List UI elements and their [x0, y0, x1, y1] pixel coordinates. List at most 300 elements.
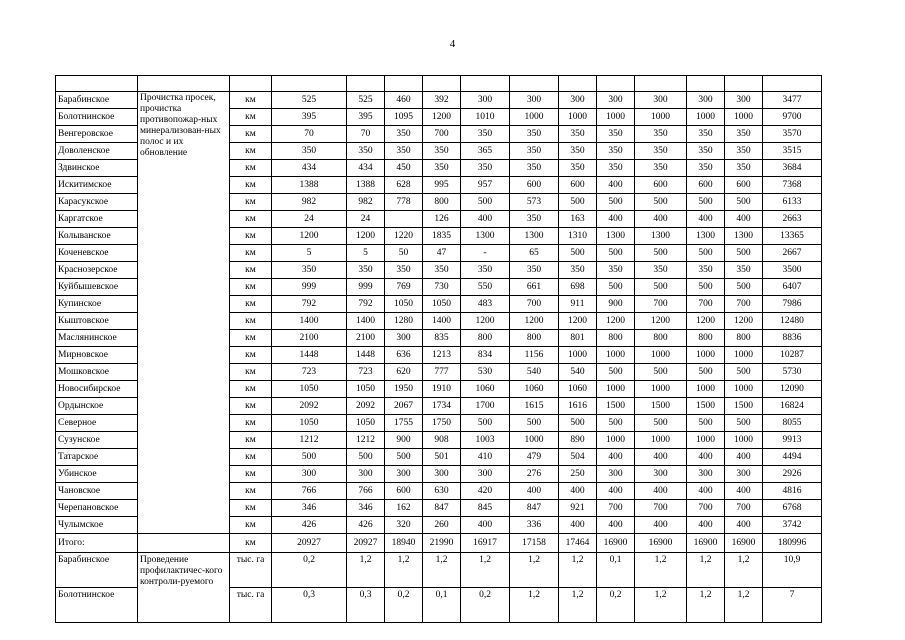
- value-cell: 300: [272, 466, 347, 483]
- value-cell: 350: [687, 262, 725, 279]
- value-cell: 500: [687, 279, 725, 296]
- value-cell: 350: [559, 143, 597, 160]
- value-cell: 500: [510, 415, 559, 432]
- value-cell: 800: [597, 330, 635, 347]
- value-cell: 163: [559, 211, 597, 228]
- value-cell: 1200: [510, 313, 559, 330]
- value-cell: 350: [510, 211, 559, 228]
- value-cell: 400: [725, 483, 763, 500]
- value-cell: 50: [385, 245, 423, 262]
- total-label: Итого:: [56, 534, 138, 553]
- district-cell: Болотнинское: [56, 109, 138, 126]
- value-cell: 2067: [385, 398, 423, 415]
- value-cell: 70: [347, 126, 385, 143]
- value-cell: 400: [687, 517, 725, 534]
- value-cell: 65: [510, 245, 559, 262]
- district-cell: Мирновское: [56, 347, 138, 364]
- value-cell: 1,2: [687, 588, 725, 623]
- total-value-cell: 16917: [461, 534, 510, 553]
- district-cell: Татарское: [56, 449, 138, 466]
- value-cell: 1400: [423, 313, 461, 330]
- value-cell: 400: [725, 211, 763, 228]
- value-cell: 1300: [635, 228, 687, 245]
- value-cell: 550: [461, 279, 510, 296]
- value-cell: 1000: [597, 109, 635, 126]
- district-cell: Карасукское: [56, 194, 138, 211]
- value-cell: 1,2: [461, 553, 510, 588]
- value-cell: 1616: [559, 398, 597, 415]
- value-cell: 260: [423, 517, 461, 534]
- unit-cell: км: [230, 245, 272, 262]
- value-cell: 1200: [559, 313, 597, 330]
- value-cell: 730: [423, 279, 461, 296]
- value-cell: 350: [461, 160, 510, 177]
- value-cell: 1000: [635, 347, 687, 364]
- value-cell: 1200: [347, 228, 385, 245]
- value-cell: 1000: [687, 347, 725, 364]
- value-cell: 1000: [725, 432, 763, 449]
- value-cell: 300: [635, 466, 687, 483]
- district-cell: Каргатское: [56, 211, 138, 228]
- value-cell: 350: [385, 143, 423, 160]
- unit-cell: км: [230, 228, 272, 245]
- value-cell: 1310: [559, 228, 597, 245]
- value-cell: 350: [461, 126, 510, 143]
- value-cell: 0,1: [597, 553, 635, 588]
- district-cell: Чановское: [56, 483, 138, 500]
- value-cell: 1500: [687, 398, 725, 415]
- value-cell: 700: [597, 500, 635, 517]
- value-cell: 1950: [385, 381, 423, 398]
- value-cell: 350: [687, 160, 725, 177]
- value-cell: 723: [272, 364, 347, 381]
- value-cell: 460: [385, 92, 423, 109]
- value-cell: 350: [725, 143, 763, 160]
- value-cell: 1388: [272, 177, 347, 194]
- value-cell: 769: [385, 279, 423, 296]
- value-cell: 10,9: [763, 553, 822, 588]
- value-cell: 300: [510, 92, 559, 109]
- value-cell: 2092: [347, 398, 385, 415]
- value-cell: 10287: [763, 347, 822, 364]
- value-cell: 300: [559, 92, 597, 109]
- activity-cell: Проведение профилактичес-кого контроли-руемого: [138, 553, 230, 623]
- value-cell: 723: [347, 364, 385, 381]
- value-cell: 1000: [725, 109, 763, 126]
- value-cell: 1010: [461, 109, 510, 126]
- value-cell: 1500: [635, 398, 687, 415]
- value-cell: 890: [559, 432, 597, 449]
- unit-cell: км: [230, 517, 272, 534]
- value-cell: 5730: [763, 364, 822, 381]
- value-cell: 999: [347, 279, 385, 296]
- value-cell: 1000: [510, 432, 559, 449]
- value-cell: 982: [347, 194, 385, 211]
- value-cell: 540: [510, 364, 559, 381]
- district-cell: Черепановское: [56, 500, 138, 517]
- value-cell: 400: [687, 483, 725, 500]
- value-cell: 1200: [725, 313, 763, 330]
- value-cell: 600: [725, 177, 763, 194]
- value-cell: 1000: [725, 381, 763, 398]
- value-cell: 1910: [423, 381, 461, 398]
- value-cell: 1,2: [687, 553, 725, 588]
- value-cell: 800: [423, 194, 461, 211]
- value-cell: 300: [385, 330, 423, 347]
- value-cell: 350: [635, 126, 687, 143]
- value-cell: 1300: [725, 228, 763, 245]
- value-cell: 336: [510, 517, 559, 534]
- value-cell: 500: [635, 245, 687, 262]
- value-cell: 350: [347, 262, 385, 279]
- value-cell: 350: [385, 262, 423, 279]
- value-cell: 1000: [559, 109, 597, 126]
- value-cell: 630: [423, 483, 461, 500]
- unit-cell: тыс. га: [230, 588, 272, 623]
- value-cell: 0,2: [272, 553, 347, 588]
- value-cell: 1,2: [635, 553, 687, 588]
- value-cell: 350: [635, 262, 687, 279]
- value-cell: 1755: [385, 415, 423, 432]
- value-cell: 800: [635, 330, 687, 347]
- value-cell: 8055: [763, 415, 822, 432]
- value-cell: 500: [635, 194, 687, 211]
- district-cell: Болотнинское: [56, 588, 138, 623]
- value-cell: 1000: [597, 347, 635, 364]
- value-cell: 1156: [510, 347, 559, 364]
- value-cell: 500: [635, 364, 687, 381]
- value-cell: 1300: [597, 228, 635, 245]
- total-value-cell: 17464: [559, 534, 597, 553]
- activity-cell: Прочистка просек, прочистка противопожар-ных минерализован-ных полос и их обновление: [138, 92, 230, 534]
- value-cell: 500: [559, 194, 597, 211]
- value-cell: 1,2: [725, 588, 763, 623]
- value-cell: 400: [510, 483, 559, 500]
- value-cell: 1,2: [635, 588, 687, 623]
- value-cell: 2667: [763, 245, 822, 262]
- value-cell: 400: [687, 449, 725, 466]
- value-cell: 400: [725, 517, 763, 534]
- value-cell: 540: [559, 364, 597, 381]
- value-cell: 628: [385, 177, 423, 194]
- value-cell: 1200: [687, 313, 725, 330]
- value-cell: 1000: [635, 109, 687, 126]
- unit-cell: км: [230, 500, 272, 517]
- district-cell: Ордынское: [56, 398, 138, 415]
- value-cell: 300: [635, 92, 687, 109]
- unit-cell: км: [230, 347, 272, 364]
- value-cell: 0,2: [597, 588, 635, 623]
- value-cell: 5: [347, 245, 385, 262]
- value-cell: 1095: [385, 109, 423, 126]
- value-cell: 600: [510, 177, 559, 194]
- value-cell: 500: [687, 364, 725, 381]
- value-cell: 4494: [763, 449, 822, 466]
- value-cell: 900: [385, 432, 423, 449]
- value-cell: 350: [635, 160, 687, 177]
- value-cell: 1200: [461, 313, 510, 330]
- value-cell: 1,2: [559, 588, 597, 623]
- value-cell: 350: [272, 143, 347, 160]
- district-cell: Чулымское: [56, 517, 138, 534]
- unit-cell: км: [230, 466, 272, 483]
- value-cell: 500: [725, 245, 763, 262]
- value-cell: 766: [272, 483, 347, 500]
- total-value-cell: 17158: [510, 534, 559, 553]
- value-cell: 700: [725, 500, 763, 517]
- value-cell: 620: [385, 364, 423, 381]
- value-cell: 350: [423, 262, 461, 279]
- value-cell: 1212: [347, 432, 385, 449]
- value-cell: 500: [461, 415, 510, 432]
- value-cell: 300: [687, 92, 725, 109]
- value-cell: 400: [597, 483, 635, 500]
- value-cell: 1615: [510, 398, 559, 415]
- value-cell: 835: [423, 330, 461, 347]
- value-cell: 350: [597, 262, 635, 279]
- value-cell: 350: [725, 126, 763, 143]
- value-cell: 500: [725, 415, 763, 432]
- value-cell: 500: [597, 415, 635, 432]
- value-cell: 847: [510, 500, 559, 517]
- district-cell: Убинское: [56, 466, 138, 483]
- value-cell: 9913: [763, 432, 822, 449]
- value-cell: 500: [597, 364, 635, 381]
- value-cell: 400: [461, 211, 510, 228]
- table-row: [56, 92, 822, 109]
- unit-cell: км: [230, 483, 272, 500]
- value-cell: 600: [687, 177, 725, 194]
- district-cell: Маслянинское: [56, 330, 138, 347]
- value-cell: 1200: [635, 313, 687, 330]
- value-cell: 1448: [347, 347, 385, 364]
- value-cell: 400: [559, 517, 597, 534]
- value-cell: 300: [461, 466, 510, 483]
- value-cell: 500: [635, 279, 687, 296]
- value-cell: 300: [725, 92, 763, 109]
- value-cell: 700: [635, 296, 687, 313]
- total-value-cell: 18940: [385, 534, 423, 553]
- value-cell: 1,2: [510, 553, 559, 588]
- value-cell: 700: [687, 296, 725, 313]
- value-cell: 500: [725, 364, 763, 381]
- page-number: 4: [449, 38, 456, 50]
- value-cell: 2092: [272, 398, 347, 415]
- value-cell: 698: [559, 279, 597, 296]
- value-cell: 400: [635, 483, 687, 500]
- value-cell: 900: [597, 296, 635, 313]
- value-cell: 1000: [597, 381, 635, 398]
- unit-cell: км: [230, 330, 272, 347]
- value-cell: 500: [725, 194, 763, 211]
- district-cell: Северное: [56, 415, 138, 432]
- value-cell: 1000: [597, 432, 635, 449]
- unit-cell: км: [230, 194, 272, 211]
- value-cell: 12090: [763, 381, 822, 398]
- value-cell: 504: [559, 449, 597, 466]
- value-cell: 500: [272, 449, 347, 466]
- value-cell: 365: [461, 143, 510, 160]
- value-cell: 162: [385, 500, 423, 517]
- value-cell: 300: [725, 466, 763, 483]
- value-cell: 1500: [597, 398, 635, 415]
- value-cell: 792: [272, 296, 347, 313]
- value-cell: 420: [461, 483, 510, 500]
- total-value-cell: 16900: [687, 534, 725, 553]
- total-value-cell: 21990: [423, 534, 461, 553]
- value-cell: 346: [272, 500, 347, 517]
- value-cell: 2100: [272, 330, 347, 347]
- total-value-cell: 20927: [347, 534, 385, 553]
- value-cell: 1734: [423, 398, 461, 415]
- value-cell: 3684: [763, 160, 822, 177]
- total-activity-cell: [138, 534, 230, 553]
- unit-cell: км: [230, 398, 272, 415]
- value-cell: 350: [559, 126, 597, 143]
- value-cell: 1200: [272, 228, 347, 245]
- value-cell: 3742: [763, 517, 822, 534]
- value-cell: 350: [510, 126, 559, 143]
- value-cell: 6407: [763, 279, 822, 296]
- value-cell: 1060: [559, 381, 597, 398]
- value-cell: 525: [347, 92, 385, 109]
- value-cell: 1,2: [423, 553, 461, 588]
- district-cell: Барабинское: [56, 92, 138, 109]
- value-cell: 1060: [461, 381, 510, 398]
- value-cell: 6768: [763, 500, 822, 517]
- value-cell: 982: [272, 194, 347, 211]
- value-cell: 1000: [687, 381, 725, 398]
- district-cell: Сузунское: [56, 432, 138, 449]
- value-cell: 500: [597, 194, 635, 211]
- value-cell: 47: [423, 245, 461, 262]
- district-cell: Кыштовское: [56, 313, 138, 330]
- district-cell: Венгеровское: [56, 126, 138, 143]
- value-cell: 2663: [763, 211, 822, 228]
- value-cell: 1050: [272, 381, 347, 398]
- value-cell: 800: [461, 330, 510, 347]
- value-cell: 300: [461, 92, 510, 109]
- value-cell: 921: [559, 500, 597, 517]
- unit-cell: км: [230, 415, 272, 432]
- value-cell: 1750: [423, 415, 461, 432]
- value-cell: 1,2: [385, 553, 423, 588]
- value-cell: 1003: [461, 432, 510, 449]
- value-cell: 500: [597, 245, 635, 262]
- value-cell: 1200: [597, 313, 635, 330]
- value-cell: 400: [597, 177, 635, 194]
- value-cell: 350: [687, 143, 725, 160]
- value-cell: 350: [423, 143, 461, 160]
- value-cell: 500: [687, 415, 725, 432]
- value-cell: 0,3: [347, 588, 385, 623]
- value-cell: 300: [687, 466, 725, 483]
- value-cell: 395: [347, 109, 385, 126]
- value-cell: 0,2: [385, 588, 423, 623]
- district-cell: Краснозерское: [56, 262, 138, 279]
- value-cell: 1050: [347, 381, 385, 398]
- district-cell: Барабинское: [56, 553, 138, 588]
- value-cell: 392: [423, 92, 461, 109]
- value-cell: 1050: [272, 415, 347, 432]
- value-cell: 0,3: [272, 588, 347, 623]
- value-cell: 350: [725, 262, 763, 279]
- total-value-cell: 20927: [272, 534, 347, 553]
- value-cell: 800: [510, 330, 559, 347]
- value-cell: 300: [347, 466, 385, 483]
- value-cell: 500: [385, 449, 423, 466]
- value-cell: 1448: [272, 347, 347, 364]
- value-cell: 400: [635, 449, 687, 466]
- total-value-cell: 16900: [635, 534, 687, 553]
- unit-cell: км: [230, 364, 272, 381]
- unit-cell: км: [230, 381, 272, 398]
- value-cell: 400: [687, 211, 725, 228]
- value-cell: 600: [385, 483, 423, 500]
- value-cell: 400: [725, 449, 763, 466]
- value-cell: 530: [461, 364, 510, 381]
- value-cell: 400: [461, 517, 510, 534]
- value-cell: 1,2: [510, 588, 559, 623]
- district-cell: Доволенское: [56, 143, 138, 160]
- value-cell: 1,2: [559, 553, 597, 588]
- value-cell: 999: [272, 279, 347, 296]
- value-cell: 1000: [725, 347, 763, 364]
- unit-cell: км: [230, 211, 272, 228]
- value-cell: 479: [510, 449, 559, 466]
- value-cell: 7368: [763, 177, 822, 194]
- unit-cell: км: [230, 160, 272, 177]
- unit-cell: км: [230, 296, 272, 313]
- value-cell: 1000: [559, 347, 597, 364]
- value-cell: 410: [461, 449, 510, 466]
- value-cell: 800: [725, 330, 763, 347]
- value-cell: 525: [272, 92, 347, 109]
- value-cell: 847: [423, 500, 461, 517]
- unit-cell: км: [230, 126, 272, 143]
- value-cell: 1388: [347, 177, 385, 194]
- data-table: [55, 75, 822, 623]
- value-cell: 3515: [763, 143, 822, 160]
- value-cell: 792: [347, 296, 385, 313]
- value-cell: 801: [559, 330, 597, 347]
- value-cell: 1300: [461, 228, 510, 245]
- value-cell: 1050: [423, 296, 461, 313]
- value-cell: 500: [635, 415, 687, 432]
- value-cell: 350: [272, 262, 347, 279]
- unit-cell: км: [230, 432, 272, 449]
- value-cell: 13365: [763, 228, 822, 245]
- value-cell: 1300: [687, 228, 725, 245]
- value-cell: 700: [510, 296, 559, 313]
- value-cell: 1,2: [725, 553, 763, 588]
- value-cell: 350: [461, 262, 510, 279]
- value-cell: 350: [510, 160, 559, 177]
- value-cell: 6133: [763, 194, 822, 211]
- value-cell: 8836: [763, 330, 822, 347]
- value-cell: 1200: [423, 109, 461, 126]
- value-cell: 426: [347, 517, 385, 534]
- value-cell: 500: [559, 245, 597, 262]
- value-cell: 350: [510, 143, 559, 160]
- value-cell: 9700: [763, 109, 822, 126]
- district-cell: Куйбышевское: [56, 279, 138, 296]
- unit-cell: км: [230, 449, 272, 466]
- value-cell: 70: [272, 126, 347, 143]
- value-cell: 346: [347, 500, 385, 517]
- value-cell: 276: [510, 466, 559, 483]
- value-cell: 350: [559, 160, 597, 177]
